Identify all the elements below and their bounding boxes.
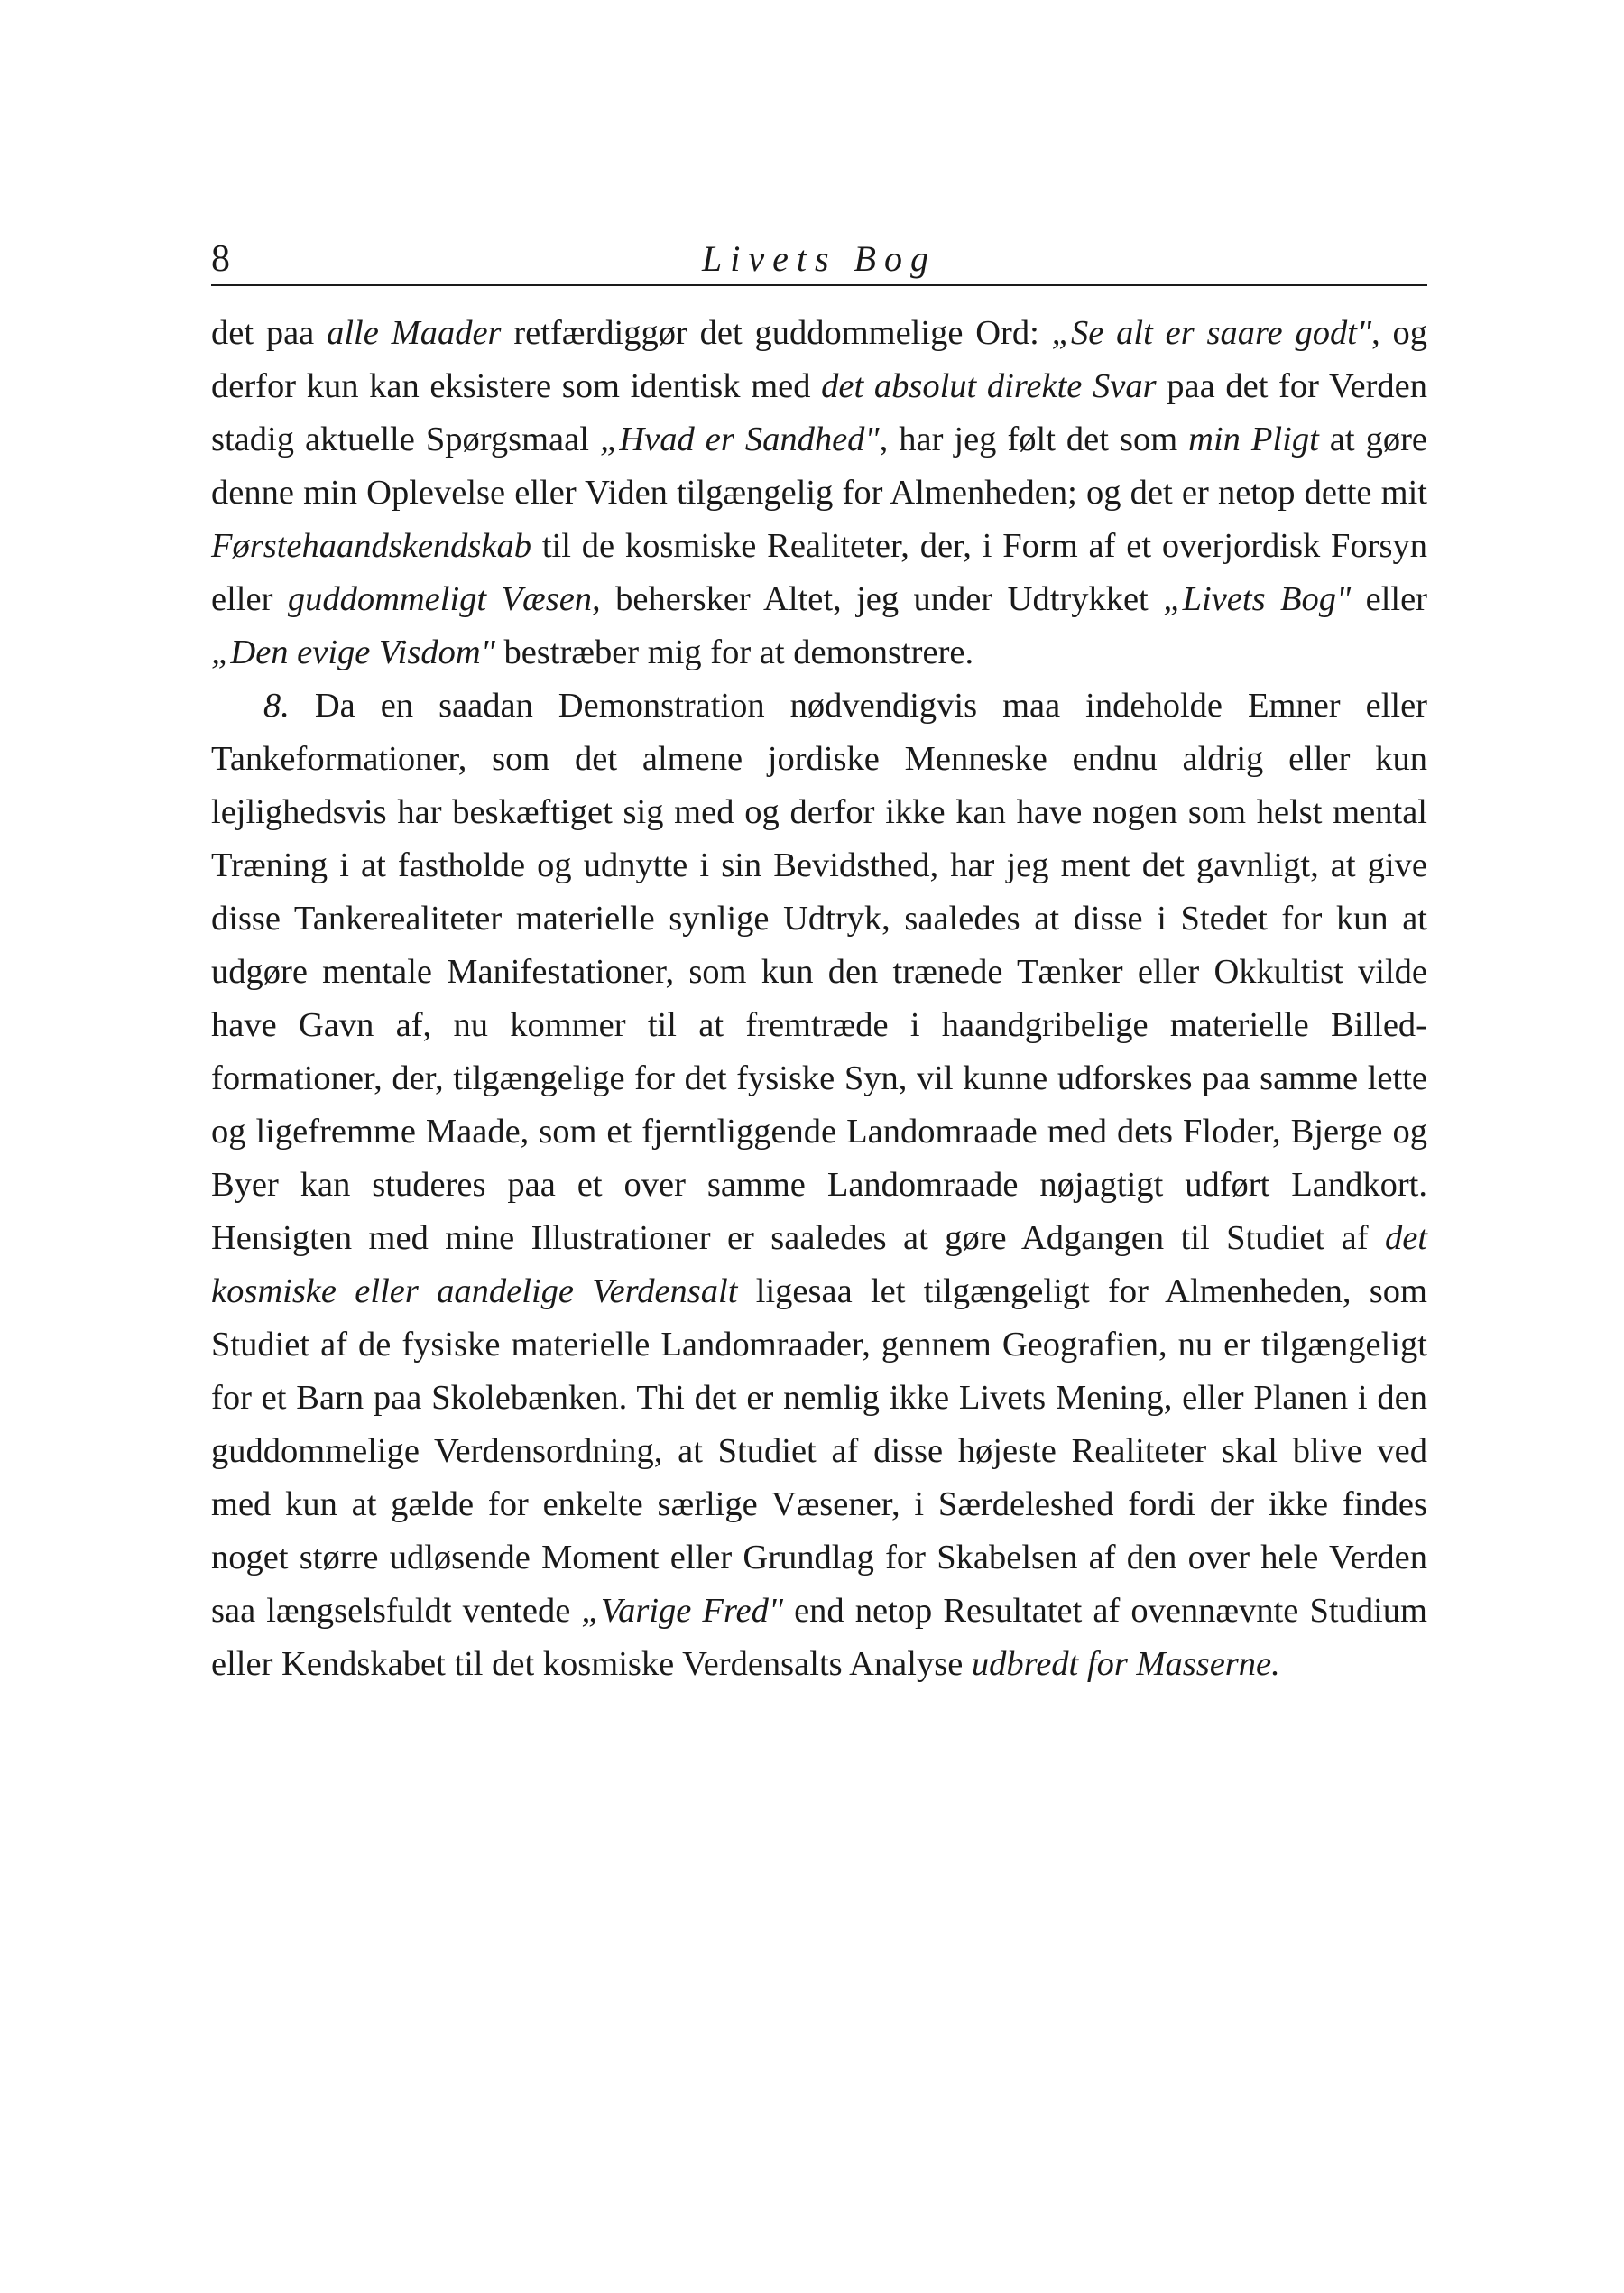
text-run: til de kosmiske Realiteter, der, i Form af et overjordisk Forsyn eller xyxy=(211,527,1427,618)
text-run: , har jeg følt det som xyxy=(879,421,1189,458)
paragraph-continued xyxy=(211,307,1427,680)
emphasis: alle Maader xyxy=(327,314,502,352)
paragraph-8 xyxy=(211,680,1427,1691)
emphasis: „Se alt er saare godt" xyxy=(1051,314,1372,352)
page-number: 8 xyxy=(211,238,230,280)
section-number: 8. xyxy=(263,687,290,725)
emphasis: guddommeligt Væsen, xyxy=(287,580,601,618)
text-run: det paa xyxy=(211,314,328,352)
text-run: Da en saadan Demonstration nødvendigvis maa indeholde Emner eller Tankeformationer, som det almene jordiske Menneske endnu aldrig eller kun lejlighedsvis har beskæftiget sig med og derfor ikke kan have nogen som helst mental Træning i at fastholde og udnytte i sin Bevidsthed, har jeg ment det gavnligt, at give disse Tankerealiteter materielle synlige Udtryk, saaledes at disse i Stedet for kun at udgøre mentale Manifestationer, som kun den trænede Tænker eller Okkultist vilde have Gavn af, nu kommer til at fremtræde i haandgribelige materielle Billedformationer, der, tilgængelige for det fysiske Syn, vil kunne udforskes paa samme lette og ligefremme Maade, som et fjerntliggende Landomraade med dets Floder, Bjerge og Byer kan studeres paa et over samme Landomraade nøjagtigt udført Landkort. Hensigten med mine Illustrationer er saaledes at gøre Adgangen til Studiet af xyxy=(211,687,1427,1257)
emphasis: „Varige Fred" xyxy=(581,1592,783,1630)
text-run: eller xyxy=(1351,580,1428,618)
emphasis: det absolut direkte Svar xyxy=(821,367,1157,405)
emphasis: „Den evige Visdom" xyxy=(211,633,495,671)
running-head xyxy=(211,236,1427,282)
text-run: at gøre denne min Oplevelse eller Viden tilgængelig for Almenheden; og det er netop dette mit xyxy=(211,421,1427,512)
text-run: , og derfor kun kan eksistere som identisk med xyxy=(211,314,1427,405)
text-run: retfærdiggør det guddommelige Ord: xyxy=(501,314,1052,352)
text-run: ligesaa let tilgængeligt for Almenheden, som Studiet af de fysiske materielle Landomraader, gennem Geografien, nu er tilgængeligt for et Barn paa Skolebænken. Thi det er nemlig ikke Livets Mening, eller Planen i den guddommelige Verdensordning, at Studiet af disse højeste Realiteter skal blive ved med kun at gælde for enkelte særlige Væsener, i Særdeleshed fordi der ikke findes noget større udløsende Moment eller Grundlag for Skabelsen af den over hele Verden saa længselsfuldt ventede xyxy=(211,1272,1427,1630)
emphasis: Førstehaandskendskab xyxy=(211,527,531,565)
running-title: Livets Bog xyxy=(702,238,937,279)
emphasis: min Pligt xyxy=(1188,421,1319,458)
body-text xyxy=(211,307,1427,1691)
emphasis: „Hvad er Sandhed" xyxy=(599,421,880,458)
text-run: end netop Resultatet af ovennævnte Studium eller Kendskabet til det kosmiske Verdensalts Analyse xyxy=(211,1592,1427,1683)
emphasis: udbredt for Masserne. xyxy=(971,1645,1280,1683)
text-run: paa det for Verden stadig aktuelle Spørgsmaal xyxy=(211,367,1427,458)
text-run: behersker Altet, jeg under Udtrykket xyxy=(600,580,1164,618)
emphasis: det kosmiske eller aandelige Verdensalt xyxy=(211,1219,1427,1310)
text-run: bestræber mig for at demonstrere. xyxy=(494,633,974,671)
emphasis: „Livets Bog" xyxy=(1163,580,1352,618)
header-rule xyxy=(211,284,1427,286)
